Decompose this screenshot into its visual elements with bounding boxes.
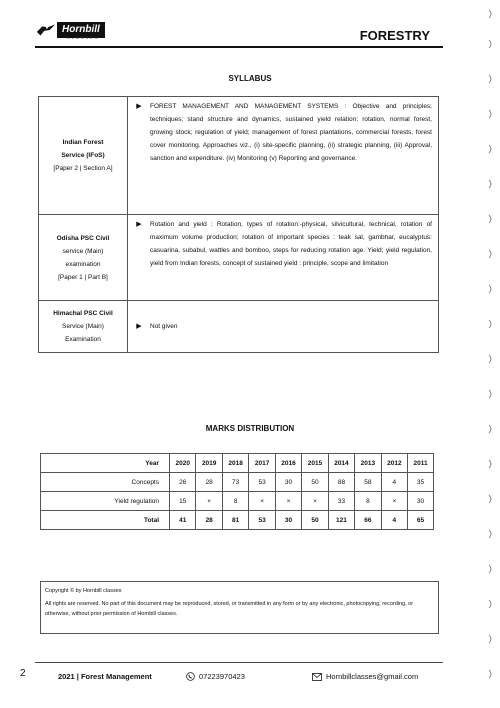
mark-cell: 53 xyxy=(249,511,275,530)
arrow-bullet-icon: ▶ xyxy=(136,323,142,330)
mark-cell: 88 xyxy=(328,473,354,492)
mark-cell: 30 xyxy=(275,511,301,530)
mark-cell: 121 xyxy=(328,511,354,530)
syllabus-row xyxy=(39,301,439,353)
mark-cell: 66 xyxy=(355,511,381,530)
mark-cell: 65 xyxy=(408,511,434,530)
mark-cell: 53 xyxy=(249,473,275,492)
year-cell: 2016 xyxy=(275,454,301,473)
mark-cell: × xyxy=(275,492,301,511)
logo-subtext: CLASSES xyxy=(67,35,100,40)
mark-cell: 8 xyxy=(222,492,248,511)
mark-cell: 30 xyxy=(275,473,301,492)
exam-cell xyxy=(39,301,128,353)
syllabus-table xyxy=(38,96,439,353)
exam-name: service (Main) xyxy=(62,247,104,255)
copyright-notice: All rights are reserved. No part of this document may be reproduced, stored, or transmitted in any form or by any electronic, photocopying, recording, or otherwise, without prior permission of Hornbill classes. xyxy=(45,601,414,617)
marks-table xyxy=(40,453,434,530)
hornbill-bird-icon xyxy=(35,19,57,41)
syllabus-text: Not given xyxy=(150,323,178,330)
syllabus-text: Rotation and yield : Rotation, types of rotation:-physical, silvicultural, technical, rotation of maximum volume production; rotation of important species : teak sal, gambhar, eucalyptus: casuarina, subabul, wattles and bomboo, steps for reducing rotation age. Yield; yield regulation, yield from Indian forests, concept of sustained yield : principle, scope and limitation xyxy=(150,221,432,267)
mark-cell: × xyxy=(196,492,222,511)
marks-row-yield-regulation xyxy=(41,492,434,511)
footer-phone xyxy=(186,672,245,681)
marks-row-concepts xyxy=(41,473,434,492)
copyright-line: Copyright © by Hornbill classes xyxy=(45,588,122,594)
row-label: Total xyxy=(41,511,170,530)
arrow-bullet-icon: ▶ xyxy=(136,103,142,110)
syllabus-text: FOREST MANAGEMENT AND MANAGEMENT SYSTEMS : Objective and principles; techniques; stand structure and dynamics, sustained yield relation; rotation, normal forest, growing stock; regulation of yield; management of forest plantations, commercial forests, forest cover monitoring. Approaches viz., (i) site-specific planning, (ii) strategic planning, (iii) Approval, sanction and expenditure. (iv) Monitoring (v) Reporting and governance. xyxy=(150,103,432,162)
mark-cell: 73 xyxy=(222,473,248,492)
syllabus-cell xyxy=(128,301,439,353)
mark-cell: 58 xyxy=(355,473,381,492)
exam-paper: [Paper 2 | Section A] xyxy=(53,165,113,172)
year-cell: 2015 xyxy=(302,454,328,473)
mark-cell: 33 xyxy=(328,492,354,511)
year-cell: 2019 xyxy=(196,454,222,473)
exam-paper: [Paper 1 | Part B] xyxy=(58,273,108,281)
mark-cell: 4 xyxy=(381,473,407,492)
exam-name: Odisha PSC Civil xyxy=(56,234,110,242)
mark-cell: 28 xyxy=(196,511,222,530)
exam-name: Indian Forest xyxy=(62,139,104,146)
footer-email xyxy=(312,672,418,681)
mark-cell: × xyxy=(381,492,407,511)
year-cell: 2014 xyxy=(328,454,354,473)
copyright-box xyxy=(40,581,439,634)
exam-name: Service (IFoS) xyxy=(61,152,105,159)
page-number: 2 xyxy=(20,668,26,679)
arrow-bullet-icon: ▶ xyxy=(136,221,142,228)
marks-row-total xyxy=(41,511,434,530)
exam-name: Himachal PSC Civil xyxy=(53,310,113,317)
exam-name: Examination xyxy=(65,336,101,343)
marks-heading: MARKS DISTRIBUTION xyxy=(205,424,295,433)
year-cell: 2011 xyxy=(408,454,434,473)
mark-cell: 4 xyxy=(381,511,407,530)
year-cell: 2018 xyxy=(222,454,248,473)
logo xyxy=(35,18,130,42)
row-label: Yield regulation xyxy=(41,492,170,511)
mark-cell: 26 xyxy=(170,473,196,492)
year-cell: 2017 xyxy=(249,454,275,473)
syllabus-heading: SYLLABUS xyxy=(228,74,272,83)
syllabus-row xyxy=(39,215,439,301)
mark-cell: 30 xyxy=(408,492,434,511)
syllabus-row xyxy=(39,97,439,215)
phone-icon xyxy=(186,672,195,681)
exam-cell xyxy=(39,97,128,215)
exam-cell xyxy=(39,215,128,301)
year-cell: 2020 xyxy=(170,454,196,473)
row-label: Concepts xyxy=(41,473,170,492)
footer-title: 2021 | Forest Management xyxy=(58,672,152,681)
logo-text: Hornbill xyxy=(57,22,105,38)
margin-scribbles xyxy=(482,0,496,708)
exam-name: Service (Main) xyxy=(62,323,104,330)
phone-number: 07223970423 xyxy=(199,672,245,681)
syllabus-cell xyxy=(128,97,439,215)
exam-name: examination xyxy=(65,260,101,268)
mark-cell: 28 xyxy=(196,473,222,492)
mark-cell: 41 xyxy=(170,511,196,530)
email-address: Hornbillclasses@gmail.com xyxy=(326,672,419,681)
year-label: Year xyxy=(41,454,170,473)
mark-cell: 35 xyxy=(408,473,434,492)
mark-cell: 50 xyxy=(302,473,328,492)
email-icon xyxy=(312,673,322,681)
syllabus-cell xyxy=(128,215,439,301)
footer-divider xyxy=(35,662,443,663)
mark-cell: × xyxy=(249,492,275,511)
marks-header-row xyxy=(41,454,434,473)
year-cell: 2013 xyxy=(355,454,381,473)
mark-cell: 81 xyxy=(222,511,248,530)
year-cell: 2012 xyxy=(381,454,407,473)
subject-title: FORESTRY xyxy=(359,28,430,43)
header-divider xyxy=(35,46,443,48)
mark-cell: × xyxy=(302,492,328,511)
mark-cell: 15 xyxy=(170,492,196,511)
mark-cell: 8 xyxy=(355,492,381,511)
mark-cell: 50 xyxy=(302,511,328,530)
